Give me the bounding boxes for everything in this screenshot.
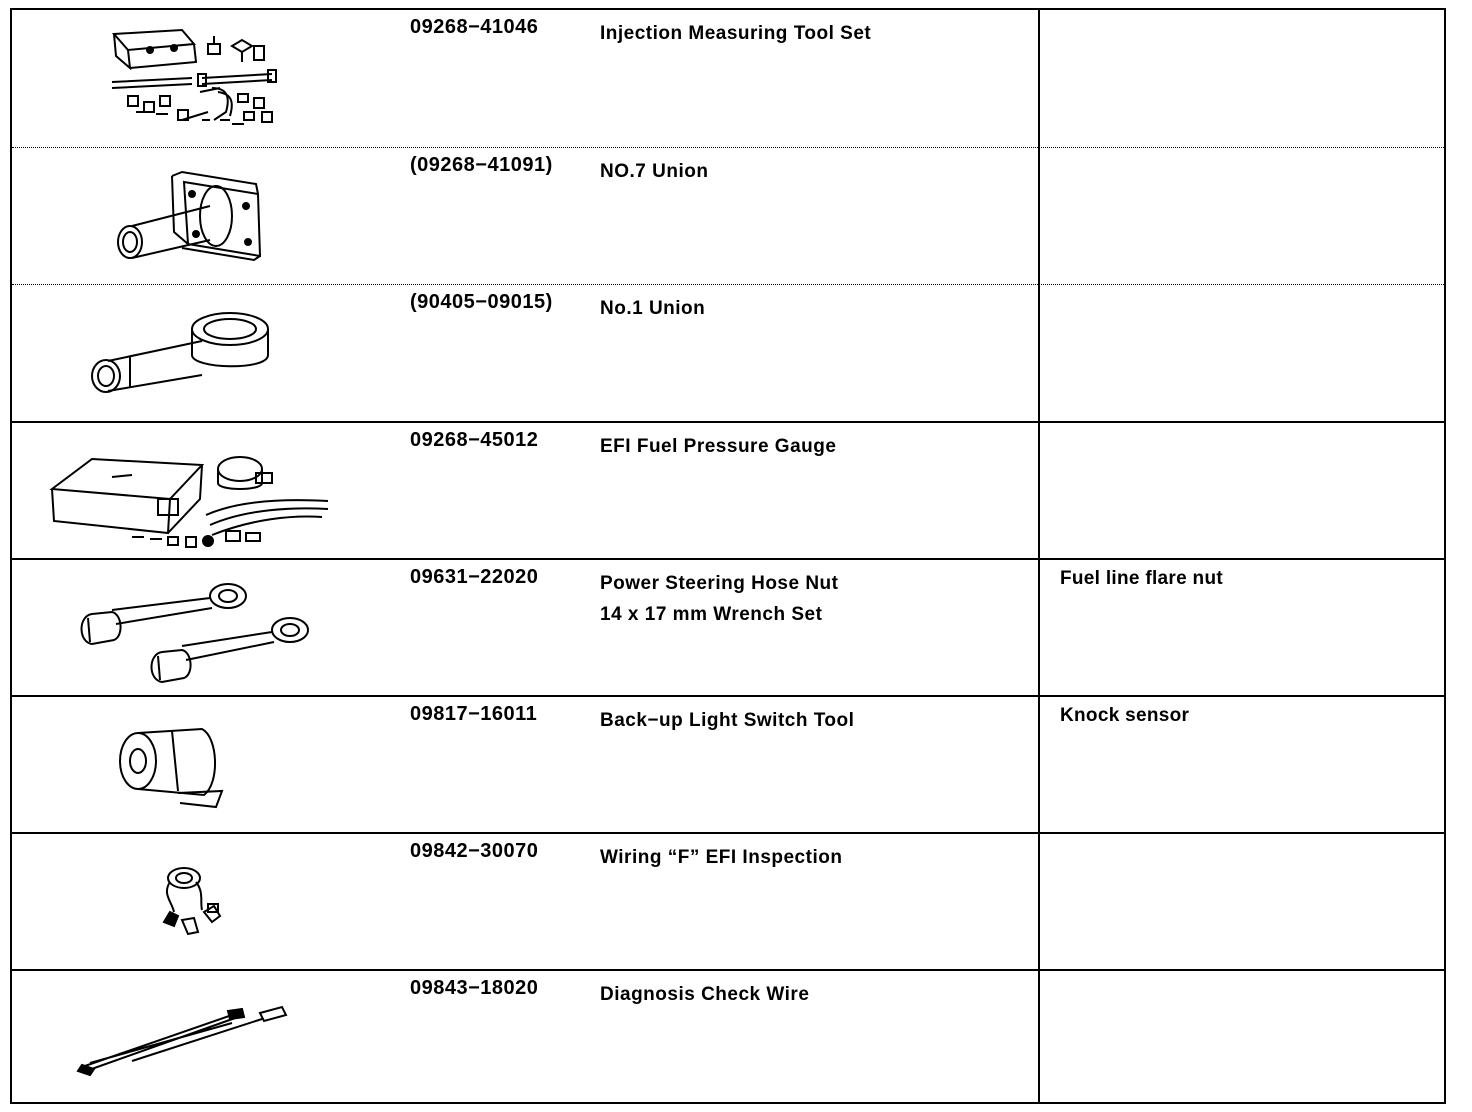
tool-name <box>600 18 871 49</box>
injection-measuring-tool-set-icon <box>32 16 392 140</box>
table-row <box>12 284 1444 421</box>
tool-name-line: No.1 Union <box>600 298 706 319</box>
tool-name-line: NO.7 Union <box>600 161 709 182</box>
fuel-pressure-gauge-icon <box>32 429 392 553</box>
table-row <box>12 421 1444 558</box>
part-number: (90405−09015) <box>410 291 553 313</box>
no7-union-icon <box>32 154 392 278</box>
part-number: 09631−22020 <box>410 566 539 588</box>
tool-name-line: Wiring “F” EFI Inspection <box>600 847 843 868</box>
tool-name <box>600 293 705 324</box>
check-wire-icon <box>32 977 392 1101</box>
table-row <box>12 147 1444 284</box>
switch-tool-socket-icon <box>32 703 392 827</box>
tool-name-line: Back−up Light Switch Tool <box>600 710 855 731</box>
part-number: 09268−41046 <box>410 16 539 38</box>
wrench-set-icon <box>32 566 392 690</box>
inspection-wiring-icon <box>32 840 392 964</box>
part-number: 09843−18020 <box>410 977 539 999</box>
tool-name-line: Injection Measuring Tool Set <box>600 23 872 44</box>
part-number: 09268−45012 <box>410 429 539 451</box>
no1-union-icon <box>32 291 392 415</box>
tool-note: Fuel line flare nut <box>1060 568 1223 589</box>
tool-note: Knock sensor <box>1060 705 1190 726</box>
tool-name <box>600 705 854 736</box>
tool-name <box>600 979 809 1010</box>
part-number: 09842−30070 <box>410 840 539 862</box>
tool-name-line: 14 x 17 mm Wrench Set <box>600 604 823 625</box>
part-number: 09817−16011 <box>410 703 538 725</box>
tool-name-line: EFI Fuel Pressure Gauge <box>600 436 837 457</box>
table-row <box>12 969 1444 1106</box>
table-row <box>12 832 1444 969</box>
table-row <box>12 558 1444 695</box>
tool-name-line: Diagnosis Check Wire <box>600 984 810 1005</box>
part-number: (09268−41091) <box>410 154 553 176</box>
tool-name-line: Power Steering Hose Nut <box>600 573 839 594</box>
table-row <box>12 10 1444 147</box>
tool-name <box>600 156 708 187</box>
special-tools-table <box>10 8 1446 1104</box>
tool-name <box>600 568 839 630</box>
table-row <box>12 695 1444 832</box>
tool-name <box>600 431 836 462</box>
tool-name <box>600 842 842 873</box>
